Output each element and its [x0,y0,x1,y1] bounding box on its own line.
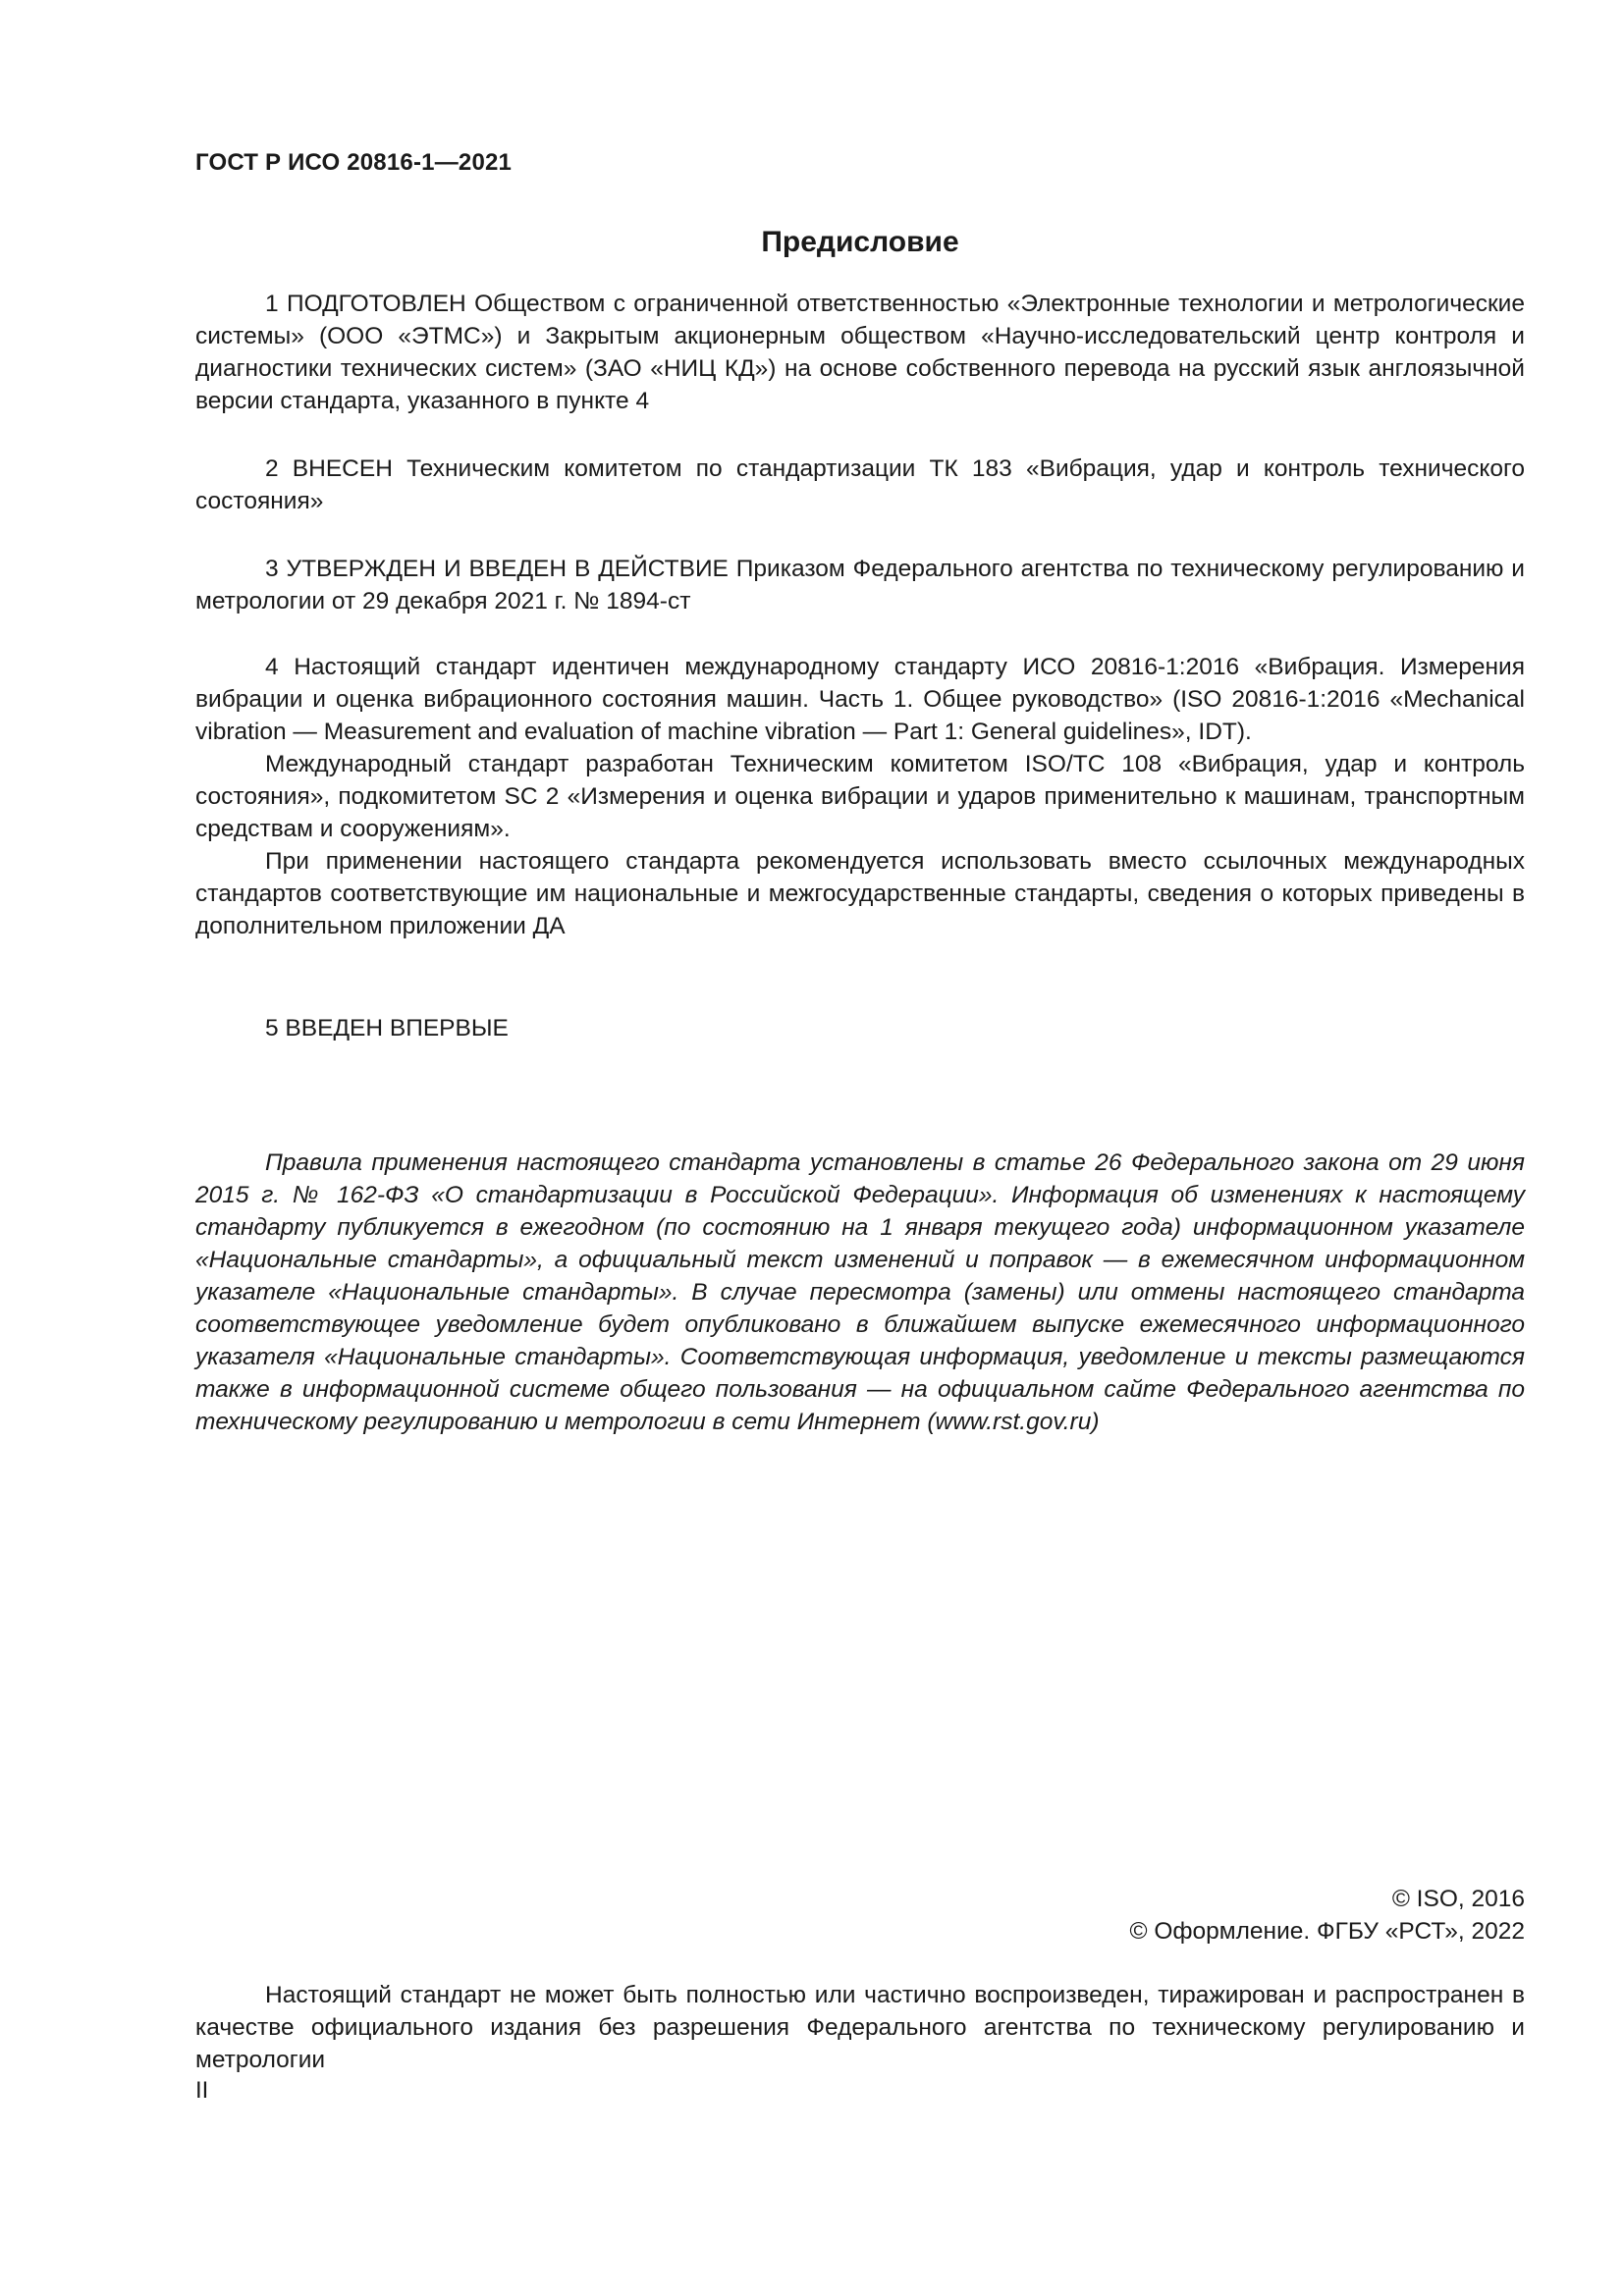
foreword-item-4 [195,651,1525,942]
foreword-item-4-paragraph-3: При применении настоящего стандарта рекомендуется использовать вместо ссылочных международных стандартов соответствующие им национальные и межгосударственные стандарты, сведения о которых приведены в дополнительном приложении ДА [195,848,1525,939]
foreword-item-1 [195,288,1525,417]
foreword-item-5-text: 5 ВВЕДЕН ВПЕРВЫЕ [265,1015,509,1041]
reproduction-notice: Настоящий стандарт не может быть полностью или частично воспроизведен, тиражирован и распространен в качестве официального издания без разрешения Федерального агентства по техническому регулированию и метрологии [195,1982,1525,2073]
foreword-item-5 [195,1012,1525,1044]
foreword-item-4-paragraph-2: Международный стандарт разработан Техническим комитетом ISO/TC 108 «Вибрация, удар и контроль состояния», подкомитетом SC 2 «Измерения и оценка вибрации и ударов применительно к машинам, транспортным средствам и сооружениям». [195,751,1525,842]
foreword-item-4-paragraph-1: 4 Настоящий стандарт идентичен международному стандарту ИСО 20816-1:2016 «Вибрация. Измерения вибрации и оценка вибрационного состояния машин. Часть 1. Общее руководство» (ISO 20816-1:2016 «Mechanical vibration — Measurement and evaluation of machine vibration — Part 1: General guidelines», IDT). [195,654,1525,745]
foreword-item-2 [195,453,1525,517]
foreword-item-3 [195,553,1525,617]
document-code: ГОСТ Р ИСО 20816-1—2021 [195,149,513,176]
copyright-design: © Оформление. ФГБУ «РСТ», 2022 [1129,1918,1525,1945]
legal-note: Правила применения настоящего стандарта установлены в статье 26 Федерального закона от 29 июня 2015 г. № 162-ФЗ «О стандартизации в Российской Федерации». Информация об изменениях к настоящему стандарту публикуется в ежегодном (по состоянию на 1 января текущего года) информационном указателе «Национальные стандарты», а официальный текст изменений и поправок — в ежемесячном информационном указателе «Национальные стандарты». В случае пересмотра (замены) или отмены настоящего стандарта соответствующее уведомление будет опубликовано в ближайшем выпуске ежемесячного информационного указателя «Национальные стандарты». Соответствующая информация, уведомление и тексты размещаются также в информационной системе общего пользования — на официальном сайте Федерального агентства по техническому регулированию и метрологии в сети Интернет (www.rst.gov.ru) [195,1149,1525,1435]
copyright-iso: © ISO, 2016 [1391,1886,1525,1912]
copyright-block [1129,1883,1525,1948]
page-number: II [195,2077,209,2104]
foreword-item-3-text: 3 УТВЕРЖДЕН И ВВЕДЕН В ДЕЙСТВИЕ Приказом Федерального агентства по техническому регулированию и метрологии от 29 декабря 2021 г. № 1894-ст [195,556,1525,614]
page-title: Предисловие [761,226,959,258]
foreword-item-2-text: 2 ВНЕСЕН Техническим комитетом по стандартизации ТК 183 «Вибрация, удар и контроль технического состояния» [195,455,1525,514]
foreword-item-1-text: 1 ПОДГОТОВЛЕН Обществом с ограниченной ответственностью «Электронные технологии и метрологические системы» (ООО «ЭТМС») и Закрытым акционерным обществом «Научно-исследовательский центр контроля и диагностики технических систем» (ЗАО «НИЦ КД») на основе собственного перевода на русский язык англоязычной версии стандарта, указанного в пункте 4 [195,291,1525,414]
